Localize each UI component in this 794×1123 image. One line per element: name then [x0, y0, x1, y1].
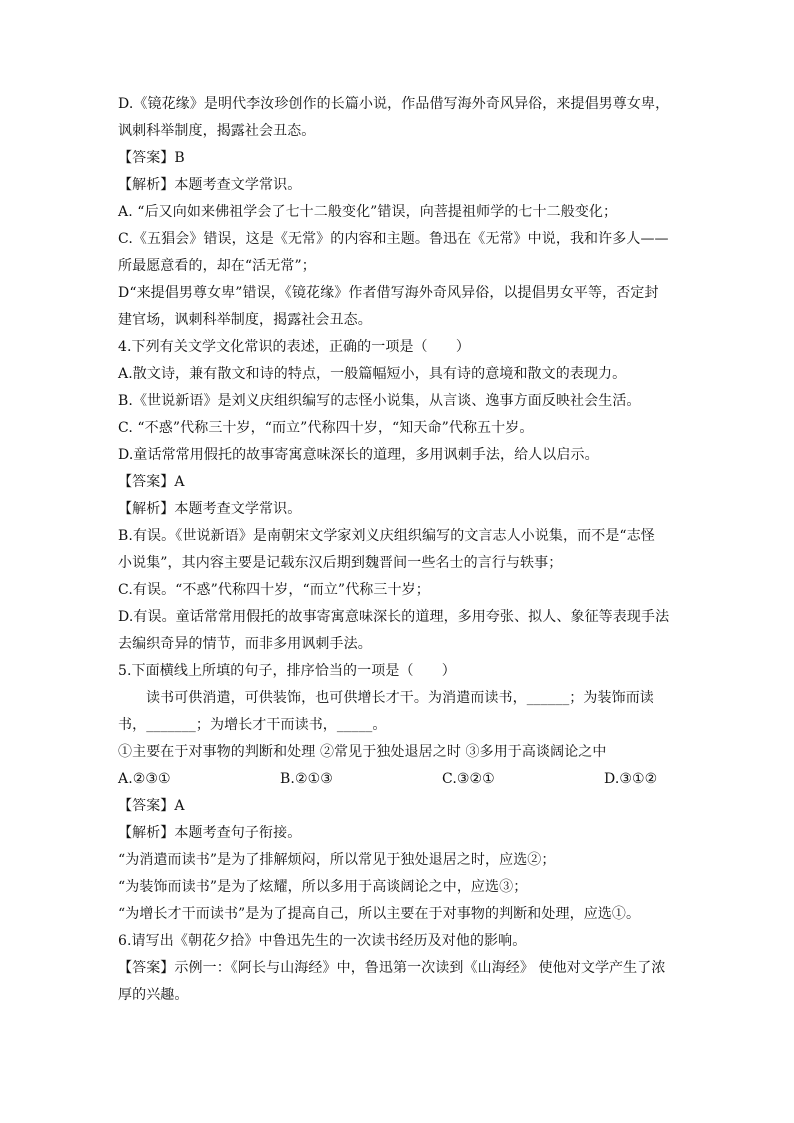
analysis-line: C.《五猖会》错误，这是《无常》的内容和主题。鲁迅在《无常》中说，我和许多人——	[118, 231, 669, 247]
question-4-option-c: C. “不惑”代称三十岁，“而立”代称四十岁，“知天命”代称五十岁。	[118, 420, 534, 436]
answer-label: 【答案】A	[118, 798, 185, 814]
analysis-line: C.有误。“不惑”代称四十岁，“而立”代称三十岁；	[118, 582, 430, 598]
question-4-option-a: A.散文诗，兼有散文和诗的特点，一般篇幅短小，具有诗的意境和散文的表现力。	[118, 366, 627, 382]
analysis-line: “为消遣而读书”是为了排解烦闷，所以常见于独处退居之时，应选②；	[118, 852, 556, 868]
document-page	[118, 91, 680, 1009]
option-d-text-cont: 讽刺科举制度，揭露社会丑态。	[118, 123, 316, 139]
answer-example: 【答案】示例一：《阿长与山海经》中，鲁迅第一次读到《山海经》 使他对文学产生了浓	[118, 960, 666, 976]
question-4-option-b: B.《世说新语》是刘义庆组织编写的志怪小说集，从言谈、逸事方面反映社会生活。	[118, 393, 641, 409]
analysis-line: 建官场，讽刺科举制度，揭露社会丑态。	[118, 312, 372, 328]
analysis-line: D.有误。童话常常用假托的故事寄寓意味深长的道理，多用夸张、拟人、象征等表现手法	[118, 609, 670, 625]
question-6: 6.请写出《朝花夕拾》中鲁迅先生的一次读书经历及对他的影响。	[118, 933, 527, 949]
answer-label: 【答案】A	[118, 474, 185, 490]
question-5-passage: 读书可供消遣，可供装饰，也可供增长才干。为消遣而读书，______；为装饰而读	[146, 690, 654, 706]
question-5-option-c: C.③②①	[442, 771, 495, 787]
analysis-line: “为装饰而读书”是为了炫耀，所以多用于高谈阔论之中，应选③；	[118, 879, 528, 895]
question-5-option-d: D.③①②	[604, 771, 658, 787]
analysis-line: 去编织奇异的情节，而非多用讽刺手法。	[118, 636, 372, 652]
question-4-option-d: D.童话常常用假托的故事寄寓意味深长的道理，多用讽刺手法，给人以启示。	[118, 447, 599, 463]
analysis-line: D“来提倡男尊女卑”错误，《镜花缘》作者借写海外奇风异俗，以提倡男女平等，否定封	[118, 285, 659, 301]
analysis-label: 【解析】本题考查句子衔接。	[118, 825, 302, 841]
question-4: 4.下列有关文学文化常识的表述，正确的一项是（ ）	[118, 339, 470, 355]
question-5-option-b: B.②①③	[280, 771, 333, 787]
question-5-items: ①主要在于对事物的判断和处理 ②常见于独处退居之时 ③多用于高谈阔论之中	[118, 744, 607, 760]
answer-example-cont: 厚的兴趣。	[118, 987, 189, 1003]
analysis-line: A. “后又向如来佛祖学会了七十二般变化”错误，向菩提祖师学的七十二般变化；	[118, 204, 618, 220]
analysis-line: 所最愿意看的，却在“活无常”；	[118, 258, 316, 274]
analysis-line: “为增长才干而读书”是为了提高自己，所以主要在于对事物的判断和处理，应选①。	[118, 906, 641, 922]
question-5-options	[118, 766, 680, 793]
analysis-line: B.有误。《世说新语》是南朝宋文学家刘义庆组织编写的文言志人小说集，而不是“志怪	[118, 528, 655, 544]
question-5-passage-cont: 书，_______；为增长才干而读书，_____。	[118, 717, 387, 733]
answer-label: 【答案】B	[118, 150, 185, 166]
analysis-label: 【解析】本题考查文学常识。	[118, 501, 302, 517]
question-5: 5.下面横线上所填的句子，排序恰当的一项是（ ）	[118, 663, 456, 679]
option-d-text: D.《镜花缘》是明代李汝珍创作的长篇小说，作品借写海外奇风异俗，来提倡男尊女卑，	[118, 96, 670, 112]
analysis-label: 【解析】本题考查文学常识。	[118, 177, 302, 193]
analysis-line: 小说集”，其内容主要是记载东汉后期到魏晋间一些名士的言行与轶事；	[118, 555, 563, 571]
question-5-option-a: A.②③①	[118, 771, 171, 787]
